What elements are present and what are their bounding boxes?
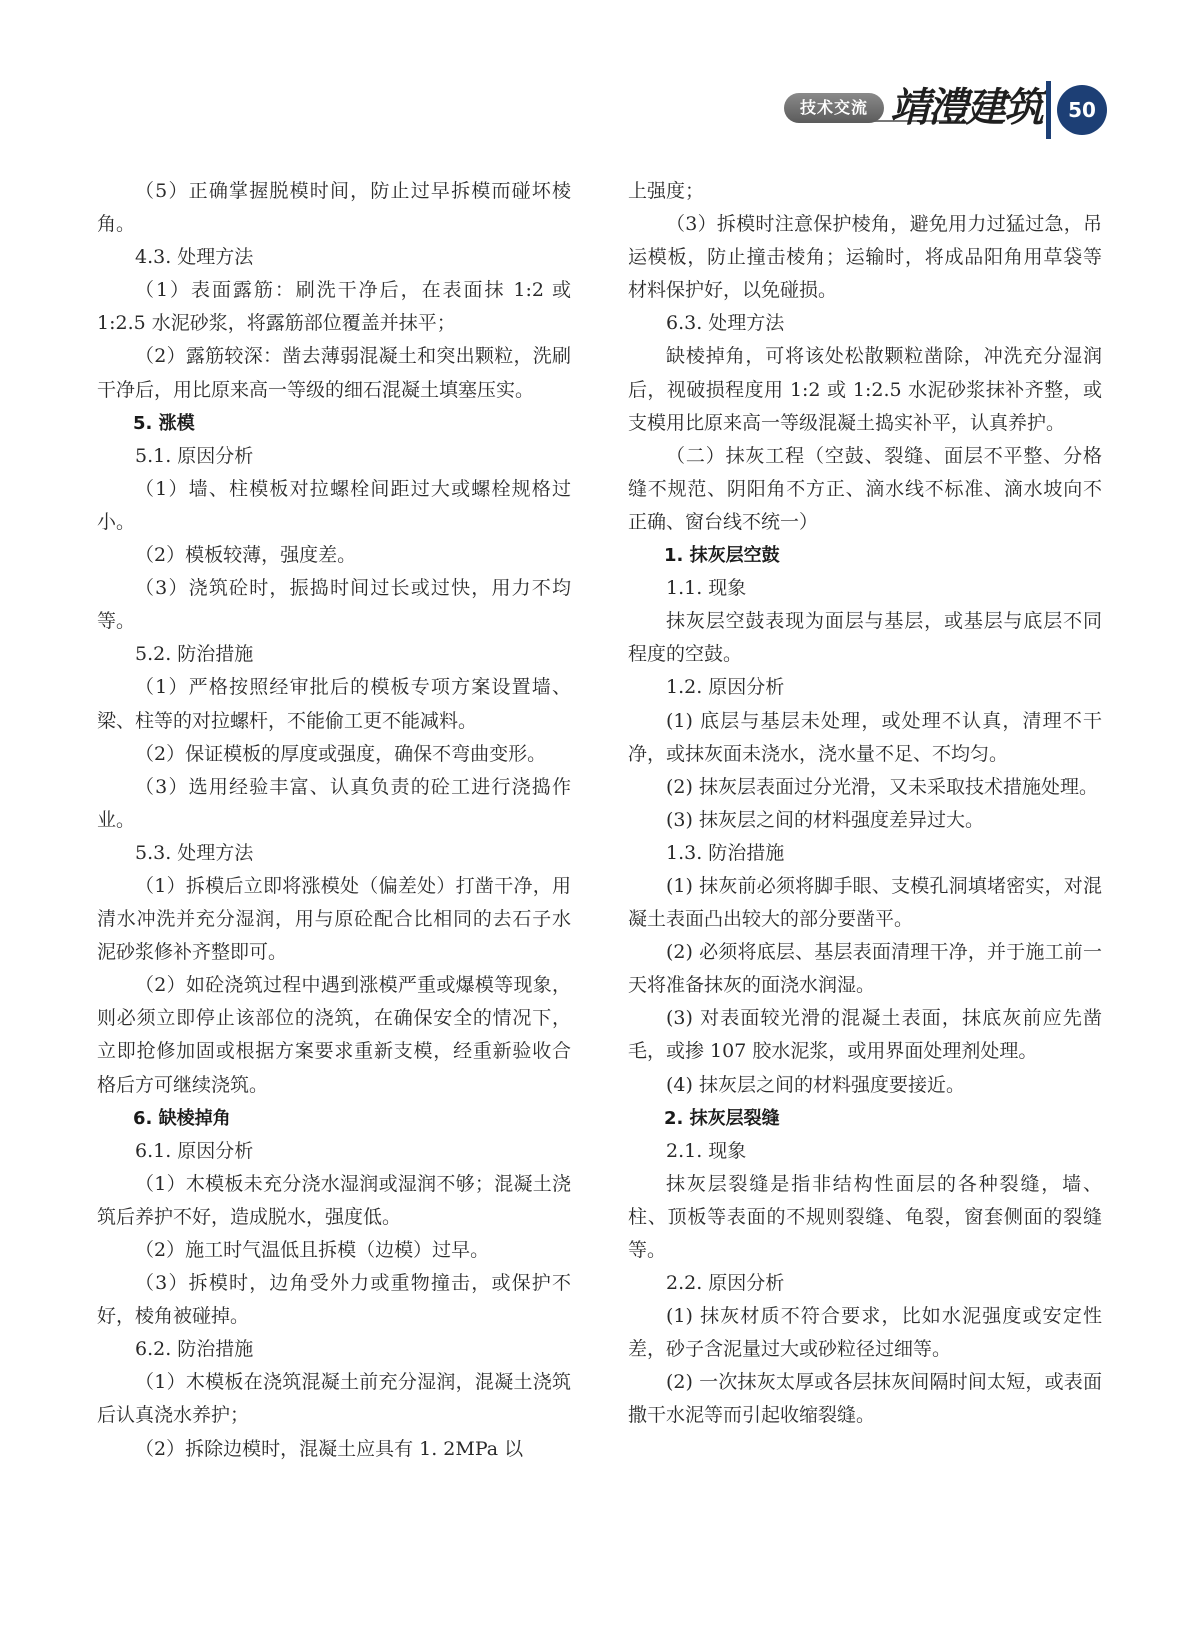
paragraph: （1）拆模后立即将涨模处（偏差处）打凿干净，用清水冲洗并充分湿润，用与原砼配合比相同的去石子水泥砂浆修补齐整即可。	[97, 874, 571, 964]
subsection-heading: 4.3. 处理方法	[135, 246, 254, 269]
paragraph: （2）露筋较深：凿去薄弱混凝土和突出颗粒，洗刷干净后，用比原来高一等级的细石混凝土填塞压实。	[97, 345, 571, 401]
paragraph: 抹灰层空鼓表现为面层与基层，或基层与底层不同程度的空鼓。	[628, 610, 1102, 666]
subsection-heading: 5.2. 防治措施	[135, 643, 254, 666]
magazine-logo: 靖澧建筑	[890, 84, 1042, 131]
paragraph: (1) 底层与基层未处理，或处理不认真，清理不干净，或抹灰面未浇水，浇水量不足、不均匀。	[628, 709, 1102, 765]
paragraph: (4) 抹灰层之间的材料强度要接近。	[666, 1073, 965, 1096]
paragraph: (1) 抹灰前必须将脚手眼、支模孔洞填堵密实，对混凝土表面凸出较大的部分要凿平。	[628, 874, 1102, 931]
subsection-heading: 1.2. 原因分析	[666, 676, 785, 699]
paragraph: （1）墙、柱模板对拉螺栓间距过大或螺栓规格过小。	[97, 477, 571, 533]
paragraph: （5）正确掌握脱模时间，防止过早拆模而碰坏棱角。	[97, 180, 571, 236]
paragraph: （3）选用经验丰富、认真负责的砼工进行浇捣作业。	[97, 775, 571, 831]
header-divider	[1046, 81, 1051, 139]
subsection-heading: 5.3. 处理方法	[135, 841, 254, 864]
section-tag: 技术交流	[784, 93, 884, 123]
right-column	[628, 175, 1102, 1433]
subsection-heading: 2.1. 现象	[666, 1139, 747, 1162]
paragraph: 缺棱掉角，可将该处松散颗粒凿除，冲洗充分湿润后，视破损程度用 1:2 或 1:2.5 水泥砂浆抹补齐整，或支模用比原来高一等级混凝土捣实补平，认真养护。	[628, 345, 1102, 434]
paragraph: (1) 抹灰材质不符合要求，比如水泥强度或安定性差，砂子含泥量过大或砂粒径过细等。	[628, 1305, 1102, 1361]
paragraph: (2) 抹灰层表面过分光滑，又未采取技术措施处理。	[666, 775, 1098, 798]
paragraph: （二）抹灰工程（空鼓、裂缝、面层不平整、分格缝不规范、阴阳角不方正、滴水线不标准、滴水坡向不正确、窗台线不统一）	[628, 444, 1102, 533]
paragraph: （2）拆除边模时，混凝土应具有 1. 2MPa 以	[135, 1437, 524, 1460]
subsection-heading: 2.2. 原因分析	[666, 1272, 785, 1295]
paragraph: （1）木模板未充分浇水湿润或湿润不够；混凝土浇筑后养护不好，造成脱水，强度低。	[97, 1172, 571, 1228]
subsection-heading: 1.1. 现象	[666, 577, 747, 600]
section-heading: 6. 缺棱掉角	[133, 1107, 231, 1129]
paragraph: （1）表面露筋：刷洗干净后，在表面抹 1:2 或 1:2.5 水泥砂浆，将露筋部位覆盖并抹平；	[97, 279, 571, 335]
subsection-heading: 6.1. 原因分析	[135, 1139, 254, 1162]
section-heading: 5. 涨模	[133, 412, 195, 434]
paragraph: 抹灰层裂缝是指非结构性面层的各种裂缝，墙、柱、顶板等表面的不规则裂缝、龟裂，窗套侧面的裂缝等。	[628, 1172, 1102, 1261]
left-column	[97, 175, 571, 1466]
paragraph: （2）保证模板的厚度或强度，确保不弯曲变形。	[135, 742, 547, 765]
paragraph: (2) 必须将底层、基层表面清理干净，并于施工前一天将准备抹灰的面浇水润湿。	[628, 941, 1102, 997]
paragraph: （2）模板较薄，强度差。	[135, 544, 357, 567]
paragraph: （3）浇筑砼时，振捣时间过长或过快，用力不均等。	[97, 577, 571, 633]
subsection-heading: 1.3. 防治措施	[666, 841, 785, 864]
section-heading: 2. 抹灰层裂缝	[664, 1107, 780, 1129]
paragraph: (3) 抹灰层之间的材料强度差异过大。	[666, 808, 984, 831]
page-number: 50	[1057, 85, 1107, 135]
paragraph: (2) 一次抹灰太厚或各层抹灰间隔时间太短，或表面撒干水泥等而引起收缩裂缝。	[628, 1371, 1102, 1427]
subsection-heading: 6.3. 处理方法	[666, 312, 785, 335]
paragraph: （2）如砼浇筑过程中遇到涨模严重或爆模等现象，则必须立即停止该部位的浇筑，在确保安全的情况下，立即抢修加固或根据方案要求重新支模，经重新验收合格后方可继续浇筑。	[97, 974, 571, 1096]
paragraph: （1）严格按照经审批后的模板专项方案设置墙、梁、柱等的对拉螺杆，不能偷工更不能减料。	[97, 676, 571, 732]
paragraph: （3）拆模时注意保护棱角，避免用力过猛过急，吊运模板，防止撞击棱角；运输时，将成品阳角用草袋等材料保护好，以免碰损。	[628, 213, 1102, 302]
paragraph: (3) 对表面较光滑的混凝土表面，抹底灰前应先凿毛，或掺 107 胶水泥浆，或用界面处理剂处理。	[628, 1007, 1102, 1063]
subsection-heading: 5.1. 原因分析	[135, 444, 254, 467]
paragraph: （3）拆模时，边角受外力或重物撞击，或保护不好，棱角被碰掉。	[97, 1272, 571, 1328]
paragraph: （1）木模板在浇筑混凝土前充分湿润，混凝土浇筑后认真浇水养护；	[97, 1371, 571, 1427]
subsection-heading: 6.2. 防治措施	[135, 1338, 254, 1361]
section-heading: 1. 抹灰层空鼓	[664, 545, 780, 567]
page-header	[780, 78, 1110, 148]
paragraph-continuation: 上强度；	[628, 180, 705, 202]
paragraph: （2）施工时气温低且拆模（边模）过早。	[135, 1239, 490, 1261]
